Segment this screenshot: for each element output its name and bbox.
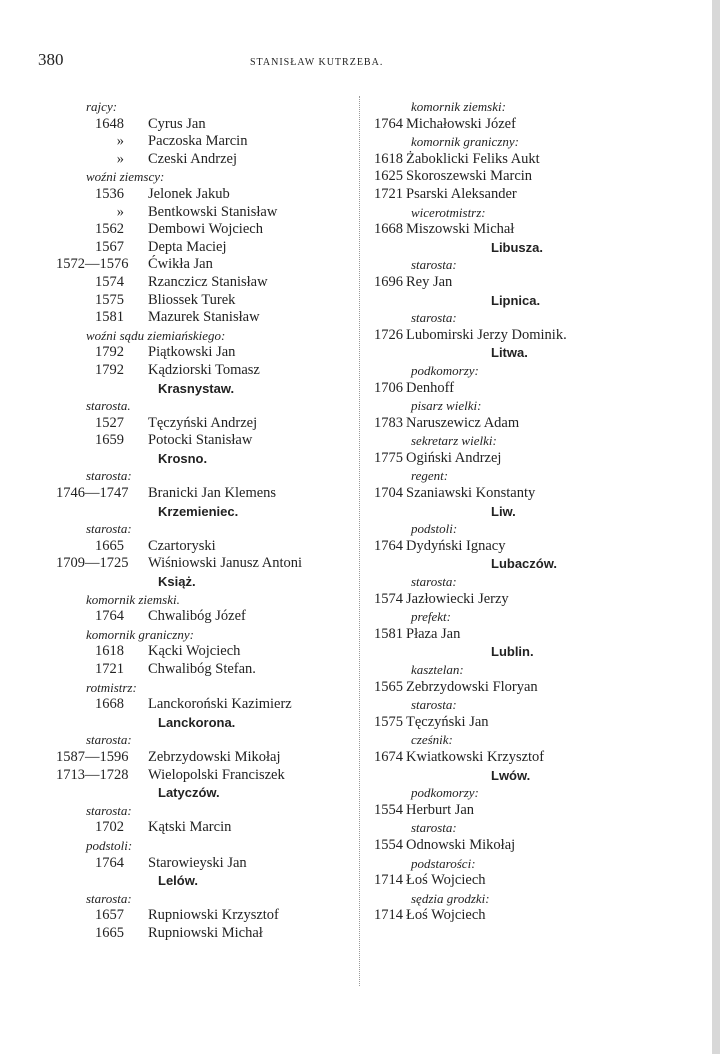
entry-name: Dydyński Ignacy [406,537,506,554]
entry-year: 1574 [374,590,403,607]
entry-name: Łoś Wojciech [406,907,486,924]
list-item [365,186,630,204]
list-item [365,485,630,503]
list-item [56,309,356,327]
office-title: podstoli: [86,837,133,853]
list-item [56,274,356,292]
entry-name: Chwalibóg Józef [148,608,246,625]
entry-year: 1713—1728 [56,766,129,783]
entry-name: Mazurek Stanisław [148,309,260,326]
entry-name: Potocki Stanisław [148,432,253,449]
entry-year: 1554 [374,836,403,853]
entry-name: Michałowski Józef [406,115,516,132]
list-item [56,415,356,433]
list-item [365,872,630,890]
entry-year: 1674 [374,748,403,765]
entry-year: 1721 [95,661,124,677]
entry-year: 1709—1725 [56,555,129,572]
entry-year: 1562 [95,221,124,238]
list-item [56,608,356,626]
office-title: starosta: [86,521,132,537]
right-column [365,98,630,925]
office-title: rotmistrz: [86,679,137,695]
entry-name: Bentkowski Stanisław [148,203,278,220]
list-item [56,661,356,679]
list-item [365,714,630,732]
entry-year: 1792 [95,361,124,378]
office-title: kasztelan: [411,662,464,677]
section-heading: Krzemieniec. [158,503,239,519]
entry-year: 1706 [374,379,403,396]
office-title: starosta: [86,802,132,818]
office-title: pisarz wielki: [411,398,482,414]
entry-year: 1726 [374,326,403,343]
entry-name: Naruszewicz Adam [406,414,520,431]
section-heading: Lanckorona. [158,714,236,730]
office-title: starosta: [411,820,457,836]
office-title: cześnik: [411,732,453,748]
page-number: 380 [38,50,64,69]
list-item [365,626,630,644]
entry-name: Kwiatkowski Krzysztof [406,748,545,765]
section-heading: Krasnystaw. [158,380,235,396]
list-item [56,643,356,661]
list-item [56,362,356,380]
list-item [365,591,630,609]
entry-year: 1565 [374,678,403,695]
column-divider [359,96,360,986]
entry-year: 1668 [374,221,403,238]
entry-name: Piątkowski Jan [148,344,236,361]
section-heading: Lublin. [491,644,534,660]
entry-year: 1764 [95,608,124,625]
office-title: sekretarz wielki: [411,433,497,449]
entry-name: Zebrzydowski Floryan [406,678,538,695]
office-title: komornik ziemski: [411,99,506,114]
entry-name: Zebrzydowski Mikołaj [148,748,281,765]
list-item [365,274,630,292]
entry-name: Kącki Wojciech [148,643,241,660]
entry-name: Rey Jan [406,273,453,290]
list-item [56,555,356,573]
running-head: STANISŁAW KUTRZEBA. [250,57,384,68]
section-heading: Krosno. [158,450,208,466]
section-heading: Latyczów. [158,785,220,801]
section-heading: Libusza. [491,239,544,255]
entry-year: 1587—1596 [56,748,129,765]
entry-name: Dembowi Wojciech [148,221,263,238]
list-item [56,696,356,714]
list-item [56,186,356,204]
office-title: starosta: [411,697,457,713]
entry-name: Kądziorski Tomasz [148,361,260,378]
office-title: podstoli: [411,521,458,537]
entry-year: » [116,150,124,167]
entry-year: 1764 [95,854,124,871]
entry-name: Chwalibóg Stefan. [148,661,256,677]
entry-name: Tęczyński Jan [406,713,489,730]
entry-year: 1625 [374,168,403,185]
entry-year: 1618 [95,643,124,660]
entry-year: 1665 [95,537,124,554]
entry-year: 1581 [374,625,403,642]
list-item [365,802,630,820]
list-item [56,133,356,151]
entry-name: Starowieyski Jan [148,854,247,871]
entry-year: 1702 [95,819,124,836]
office-title: podkomorzy: [411,785,479,801]
section-heading: Liw. [491,503,516,519]
office-title: starosta. [86,398,131,414]
list-item [56,855,356,873]
page-edge [712,0,720,1054]
entry-year: 1792 [95,344,124,361]
office-title: woźni ziemscy: [86,169,165,185]
entry-year: 1657 [95,907,124,924]
entry-name: Denhoff [406,379,455,396]
list-item [56,538,356,556]
entry-name: Ćwikła Jan [148,256,213,273]
entry-name: Kątski Marcin [148,819,232,836]
entry-name: Lubomirski Jerzy Dominik. [406,326,567,343]
entry-name: Miszowski Michał [406,221,515,238]
entry-name: Wielopolski Franciszek [148,766,285,783]
list-item [56,749,356,767]
list-item [365,221,630,239]
office-title: komornik ziemski. [86,591,180,607]
entry-name: Tęczyński Andrzej [148,414,258,431]
entry-year: 1567 [95,238,124,255]
entry-name: Rzanczicz Stanisław [148,273,268,290]
list-item [365,415,630,433]
list-item [365,116,630,134]
list-item [365,327,630,345]
entry-year: 1581 [95,309,124,326]
entry-year: 1696 [374,273,403,290]
entry-name: Psarski Aleksander [406,185,517,202]
section-heading: Lubaczów. [491,556,557,572]
entry-year: 1659 [95,432,124,449]
entry-year: 1668 [95,696,124,713]
office-title: komornik graniczny: [411,134,519,150]
section-heading: Lipnica. [491,292,541,308]
entry-year: 1575 [95,291,124,308]
entry-name: Branicki Jan Klemens [148,485,277,502]
entry-name: Czartoryski [148,537,216,554]
list-item [365,168,630,186]
list-item [56,925,356,943]
entry-name: Lanckoroński Kazimierz [148,696,292,713]
entry-name: Skoroszewski Marcin [406,168,533,185]
entry-name: Wiśniowski Janusz Antoni [148,555,303,572]
entry-name: Jelonek Jakub [148,185,230,202]
entry-name: Jazłowiecki Jerzy [406,590,509,607]
office-title: rajcy: [86,99,118,114]
entry-name: Ogiński Andrzej [406,449,502,466]
entry-name: Paczoska Marcin [148,133,248,150]
entry-name: Rupniowski Krzysztof [148,907,279,924]
section-heading: Lelów. [158,873,198,889]
list-item [56,151,356,169]
list-item [365,538,630,556]
list-item [56,767,356,785]
list-item [56,256,356,274]
office-title: woźni sądu ziemiańskiego: [86,327,226,343]
list-item [56,292,356,310]
list-item [365,837,630,855]
entry-year: 1665 [95,924,124,941]
entry-year: » [116,133,124,150]
list-item [56,907,356,925]
entry-year: » [116,203,124,220]
office-title: komornik graniczny: [86,626,194,642]
entry-name: Czeski Andrzej [148,150,237,167]
section-heading: Litwa. [491,345,528,361]
entry-name: Herburt Jan [406,801,475,818]
entry-year: 1536 [95,185,124,202]
entry-year: 1775 [374,449,403,466]
list-item [56,116,356,134]
office-title: starosta: [411,574,457,590]
office-title: starosta: [86,890,132,906]
list-item [56,819,356,837]
entry-name: Bliossek Turek [148,291,236,308]
entry-year: 1746—1747 [56,485,129,502]
office-title: wicerotmistrz: [411,204,486,220]
office-title: podkomorzy: [411,362,479,378]
list-item [56,432,356,450]
entry-year: 1554 [374,801,403,818]
entry-name: Rupniowski Michał [148,924,263,941]
entry-name: Cyrus Jan [148,115,206,132]
entry-year: 1764 [374,115,403,132]
entry-name: Płaza Jan [406,625,461,642]
office-title: starosta: [86,468,132,484]
list-item [56,344,356,362]
list-item [365,450,630,468]
entry-year: 1527 [95,414,124,431]
entry-year: 1574 [95,273,124,290]
entry-name: Depta Maciej [148,238,227,255]
entry-year: 1714 [374,872,403,889]
list-item [56,204,356,222]
entry-year: 1764 [374,537,403,554]
office-title: regent: [411,468,449,484]
entry-year: 1704 [374,485,403,502]
list-item [56,485,356,503]
list-item [365,380,630,398]
entry-name: Łoś Wojciech [406,872,486,889]
office-title: sędzia grodzki: [411,890,490,906]
entry-name: Szaniawski Konstanty [406,485,536,502]
office-title: podstarości: [411,855,476,871]
office-title: starosta: [411,310,457,326]
entry-year: 1714 [374,907,403,924]
entry-name: Żaboklicki Feliks Aukt [406,150,540,167]
office-title: prefekt: [411,609,451,625]
list-item [365,749,630,767]
list-item [365,679,630,697]
office-title: starosta: [86,732,132,748]
list-item [365,151,630,169]
entry-name: Odnowski Mikołaj [406,836,516,853]
list-item [365,907,630,925]
list-item [56,221,356,239]
list-item [56,239,356,257]
entry-year: 1721 [374,185,403,202]
section-heading: Lwów. [491,767,531,783]
office-title: starosta: [411,257,457,273]
entry-year: 1618 [374,150,403,167]
entry-year: 1648 [95,115,124,132]
section-heading: Książ. [158,574,196,590]
entry-year: 1575 [374,713,403,730]
entry-year: 1783 [374,414,403,431]
left-column [56,98,356,943]
entry-year: 1572—1576 [56,256,129,273]
